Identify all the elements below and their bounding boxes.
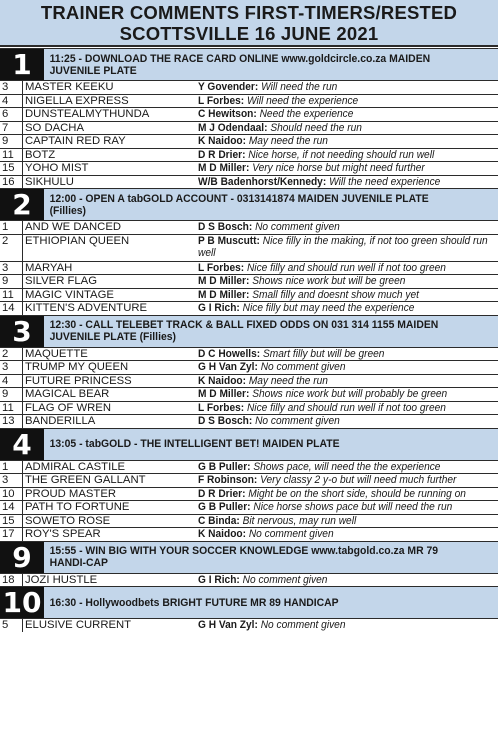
horse-name: PROUD MASTER: [25, 487, 117, 500]
runner-number: 9: [2, 135, 9, 147]
runner-number: 13: [2, 415, 15, 427]
runner-row: [0, 527, 498, 541]
column-divider: [22, 95, 23, 108]
comment-text: No comment given: [255, 415, 340, 427]
runner-row: [0, 514, 498, 528]
race-number: 9: [0, 542, 44, 573]
trainer-comment: [198, 474, 493, 487]
trainer-name: C Hewitson:: [198, 108, 257, 120]
runner-row: [0, 94, 498, 108]
runner-number: 15: [2, 514, 15, 527]
runner-number: 1: [2, 460, 9, 473]
comment-text: Very classy 2 y-o but will need much further: [260, 474, 457, 486]
horse-name: PATH TO FORTUNE: [25, 501, 130, 513]
horse-name: ROY'S SPEAR: [25, 528, 101, 540]
comment-text: Nice horse shows pace but will need the run: [253, 501, 453, 513]
comment-text: Nice horse, if not needing should run well: [248, 148, 435, 161]
runner-row: [0, 360, 498, 374]
trainer-comment: [198, 461, 493, 474]
runner-row: [0, 161, 498, 175]
trainer-name: L Forbes:: [198, 261, 245, 274]
trainer-comment: [198, 95, 493, 108]
trainer-name: K Naidoo:: [198, 135, 247, 147]
horse-name: BANDERILLA: [25, 415, 96, 427]
runner-number: 3: [2, 261, 9, 274]
race-number: 4: [0, 429, 44, 460]
column-divider: [22, 262, 23, 275]
column-divider: [22, 176, 23, 189]
trainer-name: G B Puller:: [198, 501, 251, 513]
comment-text: No comment given: [248, 528, 334, 540]
comment-text: No comment given: [260, 619, 346, 631]
runner-row: [0, 121, 498, 135]
column-divider: [22, 501, 23, 514]
comment-text: Shows nice work but will be green: [252, 275, 406, 287]
trainer-name: C Binda:: [198, 514, 240, 527]
horse-name: YOHO MIST: [25, 162, 89, 174]
runner-row: [0, 148, 498, 162]
trainer-comment: [198, 515, 493, 528]
comment-text: Nice filly but may need the experience: [242, 302, 415, 314]
trainer-name: L Forbes:: [198, 94, 245, 107]
trainer-comment: [198, 488, 493, 501]
column-divider: [22, 275, 23, 288]
column-divider: [22, 388, 23, 401]
race-title: 13:05 - tabGOLD - THE INTELLIGENT BET! MAIDEN PLATE: [49, 438, 340, 450]
trainer-comment: [198, 81, 493, 94]
trainer-name: P B Muscutt:: [198, 234, 260, 247]
horse-name: KITTEN'S ADVENTURE: [25, 302, 148, 314]
runner-number: 11: [2, 401, 14, 414]
comment-text: Will need the experience: [246, 94, 359, 107]
trainer-comment: [198, 619, 493, 632]
document-title: [0, 0, 498, 47]
title-line-1: TRAINER COMMENTS FIRST-TIMERS/RESTED: [40, 2, 458, 23]
horse-name: SOWETO ROSE: [25, 514, 111, 527]
trainer-name: K Naidoo:: [198, 528, 247, 540]
runner-number: 15: [2, 162, 15, 174]
trainer-name: M J Odendaal:: [198, 121, 268, 134]
comment-text: Very nice horse but might need further: [252, 162, 425, 174]
trainer-comment: [198, 108, 493, 121]
column-divider: [22, 221, 23, 234]
horse-name: ELUSIVE CURRENT: [25, 619, 132, 631]
horse-name: FLAG OF WREN: [25, 401, 111, 414]
column-divider: [22, 619, 23, 632]
comment-text: Need the experience: [259, 108, 354, 120]
runner-number: 14: [2, 302, 15, 314]
race-title: 16:30 - Hollywoodbets BRIGHT FUTURE MR 89 HANDICAP: [49, 596, 339, 609]
horse-name: MARYAH: [25, 261, 73, 274]
horse-name: MAGICAL BEAR: [25, 388, 110, 400]
comment-text: No comment given: [260, 361, 346, 373]
runner-number: 14: [2, 501, 15, 513]
race-header: [0, 315, 498, 347]
trainer-name: M D Miller:: [198, 388, 250, 400]
runner-row: [0, 618, 498, 632]
runner-row: [0, 347, 498, 361]
title-line-2: SCOTTSVILLE 16 JUNE 2021: [119, 23, 379, 44]
race-header: [0, 586, 498, 618]
runner-row: [0, 107, 498, 121]
horse-name: NIGELLA EXPRESS: [25, 94, 129, 107]
runner-row: [0, 374, 498, 388]
comment-text: Nice filly and should run well if not too green: [246, 401, 446, 414]
column-divider: [22, 528, 23, 541]
trainer-name: M D Miller:: [198, 275, 250, 287]
trainer-name: G I Rich:: [198, 573, 240, 586]
horse-name: SILVER FLAG: [25, 275, 97, 287]
column-divider: [22, 81, 23, 94]
horse-name: AND WE DANCED: [25, 221, 122, 233]
runner-number: 2: [2, 234, 9, 247]
column-divider: [22, 122, 23, 135]
column-divider: [22, 375, 23, 388]
column-divider: [22, 162, 23, 175]
horse-name: THE GREEN GALLANT: [25, 474, 146, 486]
runner-number: 1: [2, 221, 9, 233]
column-divider: [22, 474, 23, 487]
horse-name: BOTZ: [25, 148, 56, 161]
race-title: 12:30 - CALL TELEBET TRACK & BALL FIXED ODDS ON 031 314 1155 MAIDEN JUVENILE PLATE (Fillies): [49, 319, 439, 343]
race-header: [0, 48, 498, 80]
column-divider: [22, 361, 23, 374]
runner-number: 9: [2, 388, 9, 400]
trainer-name: D C Howells:: [198, 347, 261, 360]
trainer-comment: [198, 162, 493, 175]
horse-name: ADMIRAL CASTILE: [25, 460, 126, 473]
horse-name: MAQUETTE: [25, 347, 88, 360]
runner-number: 10: [2, 487, 15, 500]
race-number: 2: [0, 189, 44, 220]
trainer-name: D S Bosch:: [198, 221, 253, 233]
trainer-name: G B Puller:: [198, 460, 251, 473]
column-divider: [22, 574, 23, 587]
runner-row: [0, 487, 498, 501]
runner-row: [0, 573, 498, 587]
horse-name: MAGIC VINTAGE: [25, 288, 114, 301]
trainer-comment: [198, 221, 493, 234]
runner-row: [0, 274, 498, 288]
race-title: 12:00 - OPEN A tabGOLD ACCOUNT - 0313141874 MAIDEN JUVENILE PLATE (Fillies): [49, 192, 429, 217]
runner-row: [0, 473, 498, 487]
trainer-comment: [198, 289, 493, 302]
runner-row: [0, 134, 498, 148]
comment-text: Shows pace, will need the the experience: [253, 460, 441, 473]
trainer-comment: [198, 361, 493, 374]
runner-row: [0, 261, 498, 275]
column-divider: [22, 488, 23, 501]
runner-number: 7: [2, 121, 9, 134]
runner-number: 17: [2, 528, 15, 540]
trainer-name: K Naidoo:: [198, 374, 247, 387]
race-header: [0, 428, 498, 460]
race-header: [0, 541, 498, 573]
horse-name: SO DACHA: [25, 121, 85, 134]
race-number: 1: [0, 49, 44, 80]
comment-text: Smart filly but will be green: [262, 347, 385, 360]
trainer-comment: [198, 176, 493, 189]
runner-number: 5: [2, 619, 9, 631]
horse-name: ETHIOPIAN QUEEN: [25, 234, 130, 247]
column-divider: [22, 108, 23, 121]
race-title: 15:55 - WIN BIG WITH YOUR SOCCER KNOWLEDGE www.tabgold.co.za MR 79 HANDI-CAP: [49, 545, 439, 569]
trainer-comment: [198, 235, 493, 260]
runner-number: 11: [2, 148, 14, 161]
comment-text: Shows nice work but will probably be green: [252, 388, 448, 400]
trainer-comment: [198, 122, 493, 135]
trainer-comment: [198, 501, 493, 514]
horse-name: SIKHULU: [25, 175, 74, 188]
comment-text: No comment given: [255, 221, 340, 233]
column-divider: [22, 289, 23, 302]
runner-number: 3: [2, 474, 9, 486]
column-divider: [22, 235, 23, 261]
trainer-comment: [198, 388, 493, 401]
trainer-name: G H Van Zyl:: [198, 619, 258, 631]
comment-text: Nice filly in the making, if not too green should run well: [198, 234, 488, 259]
runner-row: [0, 80, 498, 94]
trainer-name: G I Rich:: [198, 302, 240, 314]
trainer-name: D R Drier:: [198, 148, 246, 161]
comment-text: No comment given: [242, 573, 328, 586]
trainer-comment: [198, 348, 493, 361]
comment-text: Bit nervous, may run well: [242, 514, 357, 527]
trainer-comment: [198, 402, 493, 415]
horse-name: CAPTAIN RED RAY: [25, 135, 126, 147]
trainer-comment: [198, 275, 493, 288]
comment-text: Will need the run: [261, 81, 338, 93]
runner-row: [0, 414, 498, 428]
trainer-comment: [198, 135, 493, 148]
trainer-name: M D Miller:: [198, 288, 250, 301]
runner-row: [0, 220, 498, 234]
trainer-name: D R Drier:: [198, 487, 246, 500]
horse-name: MASTER KEEKU: [25, 81, 114, 93]
column-divider: [22, 402, 23, 415]
comment-text: Might be on the short side, should be running on: [248, 487, 466, 500]
trainer-name: D S Bosch:: [198, 415, 253, 427]
race-number: 3: [0, 316, 44, 347]
race-header: [0, 188, 498, 220]
runner-number: 3: [2, 361, 9, 373]
trainer-comment: [198, 415, 493, 428]
trainer-name: Y Govender:: [198, 81, 259, 93]
runner-row: [0, 500, 498, 514]
runner-number: 6: [2, 108, 9, 120]
comment-text: Small filly and doesnt show much yet: [252, 288, 419, 301]
horse-name: DUNSTEALMYTHUNDA: [25, 108, 150, 120]
runner-number: 18: [2, 573, 15, 586]
runner-number: 3: [2, 81, 9, 93]
trainer-name: W/B Badenhorst/Kennedy:: [198, 175, 327, 188]
horse-name: FUTURE PRINCESS: [25, 374, 132, 387]
runner-number: 9: [2, 275, 9, 287]
runner-row: [0, 387, 498, 401]
comment-text: May need the run: [248, 374, 328, 387]
runner-number: 2: [2, 347, 9, 360]
horse-name: TRUMP MY QUEEN: [25, 361, 129, 373]
trainer-comment: [198, 528, 493, 541]
comment-text: Nice filly and should run well if not too green: [246, 261, 446, 274]
comment-text: Should need the run: [270, 121, 362, 134]
runner-number: 11: [2, 288, 14, 301]
comment-text: Will the need experience: [329, 175, 441, 188]
column-divider: [22, 302, 23, 315]
trainer-comment: [198, 262, 493, 275]
comment-text: May need the run: [248, 135, 328, 147]
runner-row: [0, 234, 498, 261]
runner-number: 4: [2, 94, 9, 107]
trainer-comment: [198, 375, 493, 388]
column-divider: [22, 461, 23, 474]
runner-number: 16: [2, 175, 15, 188]
trainer-comment: [198, 149, 493, 162]
runner-row: [0, 288, 498, 302]
trainer-name: L Forbes:: [198, 401, 245, 414]
column-divider: [22, 348, 23, 361]
column-divider: [22, 149, 23, 162]
column-divider: [22, 515, 23, 528]
trainer-comment: [198, 574, 493, 587]
runner-row: [0, 401, 498, 415]
race-number: 10: [0, 587, 44, 618]
trainer-name: G H Van Zyl:: [198, 361, 258, 373]
trainer-name: F Robinson:: [198, 474, 258, 486]
column-divider: [22, 415, 23, 428]
column-divider: [22, 135, 23, 148]
runner-row: [0, 460, 498, 474]
horse-name: JOZI HUSTLE: [25, 573, 98, 586]
trainer-comment: [198, 302, 493, 315]
runner-row: [0, 175, 498, 189]
trainer-name: M D Miller:: [198, 162, 250, 174]
race-title: 11:25 - DOWNLOAD THE RACE CARD ONLINE www.goldcircle.co.za MAIDEN JUVENILE PLATE: [49, 52, 431, 77]
runner-row: [0, 301, 498, 315]
runner-number: 4: [2, 374, 9, 387]
